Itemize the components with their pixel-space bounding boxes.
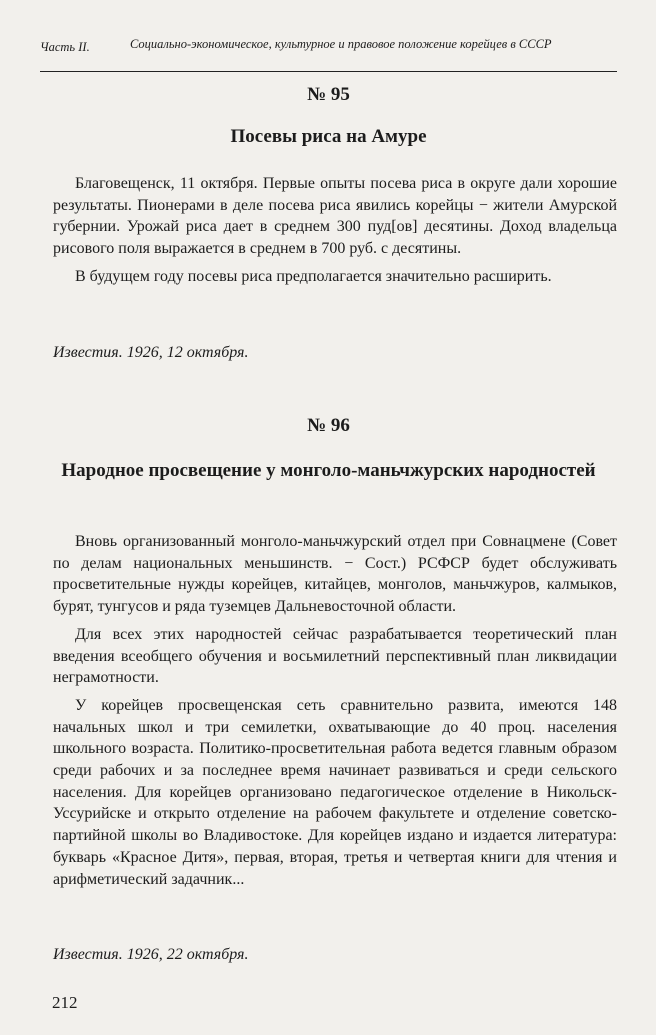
page-number: 212 <box>52 993 78 1012</box>
document-95-body <box>53 173 617 288</box>
document-95-paragraph: Благовещенск, 11 октября. Первые опыты посева риса в округе дали хорошие результаты. Пионерами в деле посева риса явились корейцы − жители Амурской губернии. Урожай риса дает в среднем 300 пуд[ов] десятины. Доход владельца рисового поля выражается в среднем в 700 руб. с десятины. <box>53 175 617 258</box>
header-rule <box>40 71 617 72</box>
document-95-number: № 95 <box>307 84 350 105</box>
document-96-number: № 96 <box>307 415 350 436</box>
document-96-source: Известия. 1926, 22 октября. <box>53 946 249 963</box>
header-section-title: Социально-экономическое, культурное и правовое положение корейцев в СССР <box>130 37 552 51</box>
document-96-paragraph: Для всех этих народностей сейчас разрабатывается теоретический план введения всеобщего обучения и восьмилетний перспективный план ликвидации неграмотности. <box>53 625 617 687</box>
document-96-paragraph: У корейцев просвещенская сеть сравнительно развита, имеются 148 начальных школ и три семилетки, охватывающие до 40 проц. населения школьного возраста. Политико-просветительная работа ведется главным образом среди рабочих и за последнее время начинает развиваться и среди сельского населения. Для корейцев организовано педагогическое отделение в Никольск-Уссурийске и открыто отделение на рабочем факультете и отделение советско-партийной школы во Владивостоке. Для корейцев издано и издается литература: букварь «Красное Дитя», первая, вторая, третья и четвертая книги для чтения и арифметический задачник... <box>53 696 617 888</box>
header-part-label: Часть II. <box>40 40 90 54</box>
document-96-paragraph: Вновь организованный монголо-маньчжурский отдел при Совнацмене (Совет по делам национальных меньшинств. − Сост.) РСФСР будет обслуживать просветительные нужды корейцев, китайцев, монголов, маньчжуров, калмыков, бурят, тунгусов и ряда туземцев Дальневосточной области. <box>53 533 617 616</box>
document-95-source: Известия. 1926, 12 октября. <box>53 344 249 361</box>
document-95-paragraph: В будущем году посевы риса предполагается значительно расширить. <box>75 267 552 285</box>
document-95-title: Посевы риса на Амуре <box>230 126 427 147</box>
document-96-body <box>53 531 617 890</box>
document-96-title: Народное просвещение у монголо-маньчжурских народностей <box>61 460 596 481</box>
